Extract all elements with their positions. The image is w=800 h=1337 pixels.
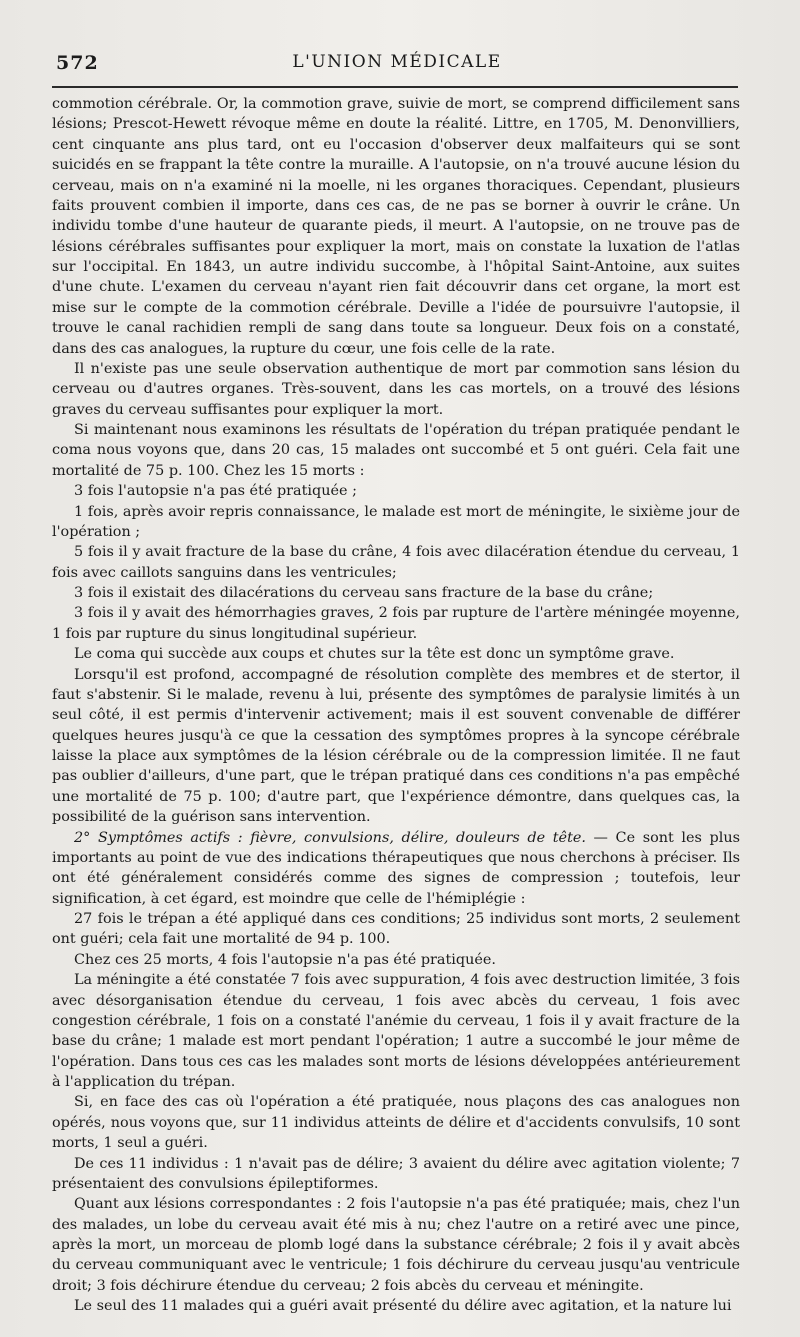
paragraph: De ces 11 individus : 1 n'avait pas de délire; 3 avaient du délire avec agitation violente; 7 présentaient des convulsions épileptiformes. — [52, 1155, 740, 1192]
paragraph: Lorsqu'il est profond, accompagné de résolution complète des membres et de stertor, il faut s'abstenir. Si le malade, revenu à lui, présente des symptômes de paralysie limités à un seul côté, il est permis d'intervenir activement; mais il est souvent convenable de différer quelques heures jusqu'à ce que la cessation des symptômes propres à la syncope cérébrale laisse la place aux symptômes de la lésion cérébrale ou de la compression limitée. Il ne faut pas oublier d'ailleurs, d'une part, que le trépan pratiqué dans ces conditions n'a pas empêché une mortalité de 75 p. 100; d'autre part, que l'expérience démontre, dans quelques cas, la possibilité de la guérison sans intervention. — [52, 666, 740, 826]
list-item: 5 fois il y avait fracture de la base du crâne, 4 fois avec dilacération étendue du cerveau, 1 fois avec caillots sanguins dans les ventricules; — [52, 544, 740, 581]
paragraph: Si, en face des cas où l'opération a été pratiquée, nous plaçons des cas analogues non opérés, nous voyons que, sur 11 individus atteints de délire et d'accidents convulsifs, 10 sont morts, 1 seul a guéri. — [52, 1094, 740, 1152]
list-item: 3 fois il y avait des hémorrhagies graves, 2 fois par rupture de l'artère méningée moyenne, 1 fois par rupture du sinus longitudinal supérieur. — [52, 605, 740, 642]
paragraph: Quant aux lésions correspondantes : 2 fois l'autopsie n'a pas été pratiquée; mais, chez l'un des malades, un lobe du cerveau avait été mis à nu; chez l'autre on a retiré avec une pince, après la mort, un morceau de plomb logé dans la substance cérébrale; 2 fois il y avait abcès du cerveau communiquant avec le ventricule; 1 fois déchirure du cerveau jusqu'au ventricule droit; 3 fois déchirure étendue du cerveau; 2 fois abcès du cerveau et méningite. — [52, 1196, 740, 1294]
paragraph — [52, 828, 740, 910]
paragraph: Le seul des 11 malades qui a guéri avait présenté du délire avec agitation, et la nature lui — [74, 1298, 732, 1315]
header-rule — [52, 86, 738, 88]
list-item: 1 fois, après avoir repris connaissance, le malade est mort de méningite, le sixième jour de l'opération ; — [52, 503, 740, 540]
page-number: 572 — [56, 52, 99, 74]
paragraph: Il n'existe pas une seule observation authentique de mort par commotion sans lésion du cerveau ou d'autres organes. Très-souvent, dans les cas mortels, on a trouvé des lésions graves du cerveau suffisantes pour expliquer la mort. — [52, 360, 740, 418]
running-title: L'UNION MÉDICALE — [292, 52, 502, 72]
section-heading: 2° Symptômes actifs : fièvre, convulsions, délire, douleurs de tête. — [74, 829, 586, 846]
paragraph: Chez ces 25 morts, 4 fois l'autopsie n'a pas été pratiquée. — [74, 951, 496, 968]
paragraph: Si maintenant nous examinons les résultats de l'opération du trépan pratiquée pendant le coma nous voyons que, dans 20 cas, 15 malades ont succombé et 5 ont guéri. Cela fait une mortalité de 75 p. 100. Chez les 15 morts : — [52, 422, 740, 479]
paragraph-text: — Ce sont les plus importants au point de vue des indications thérapeutiques que nous cherchons à préciser. Ils ont été généralement considérés comme des signes de compression ; toutefois, leur signification, à cet égard, est moindre que celle de l'hémiplégie : — [52, 829, 740, 907]
paragraph: 27 fois le trépan a été appliqué dans ces conditions; 25 individus sont morts, 2 seulement ont guéri; cela fait une mortalité de 94 p. 100. — [52, 911, 740, 948]
body-text — [52, 94, 740, 1317]
page-header — [52, 48, 742, 78]
paragraph: Le coma qui succède aux coups et chutes sur la tête est donc un symptôme grave. — [74, 646, 675, 663]
list-item: 3 fois l'autopsie n'a pas été pratiquée ; — [74, 483, 357, 500]
paragraph: La méningite a été constatée 7 fois avec suppuration, 4 fois avec destruction limitée, 3 fois avec désorganisation étendue du cerveau, 1 fois avec abcès du cerveau, 1 fois avec congestion cérébrale, 1 fois on a constaté l'anémie du cerveau, 1 fois il y avait fracture de la base du crâne; 1 malade est mort pendant l'opération; 1 autre a succombé le jour même de l'opération. Dans tous ces cas les malades sont morts de lésions développées antérieurement à l'application du trépan. — [52, 972, 740, 1090]
paragraph: commotion cérébrale. Or, la commotion grave, suivie de mort, se comprend difficilement sans lésions; Prescot-Hewett révoque même en doute la réalité. Littre, en 1705, M. Denonvilliers, cent cinquante ans plus tard, ont eu l'occasion d'observer deux malfaiteurs qui se sont suicidés en se frappant la tête contre la muraille. A l'autopsie, on n'a trouvé aucune lésion du cerveau, mais on n'a examiné ni la moelle, ni les organes thoraciques. Cependant, plusieurs faits prouvent combien il importe, dans ces cas, de ne pas se borner à ouvrir le crâne. Un individu tombe d'une hauteur de quarante pieds, il meurt. A l'autopsie, on ne trouve pas de lésions cérébrales suffisantes pour expliquer la mort, mais on constate la luxation de l'atlas sur l'occipital. En 1843, un autre individu succombe, à l'hôpital Saint-Antoine, aux suites d'une chute. L'examen du cerveau n'ayant rien fait découvrir dans cet organe, la mort est mise sur le compte de la commotion cérébrale. Deville a l'idée de poursuivre l'autopsie, il trouve le canal rachidien rempli de sang dans toute sa longueur. Deux fois on a constaté, dans des cas analogues, la rupture du cœur, une fois celle de la rate. — [52, 96, 740, 357]
list-item: 3 fois il existait des dilacérations du cerveau sans fracture de la base du crâne; — [74, 585, 654, 601]
